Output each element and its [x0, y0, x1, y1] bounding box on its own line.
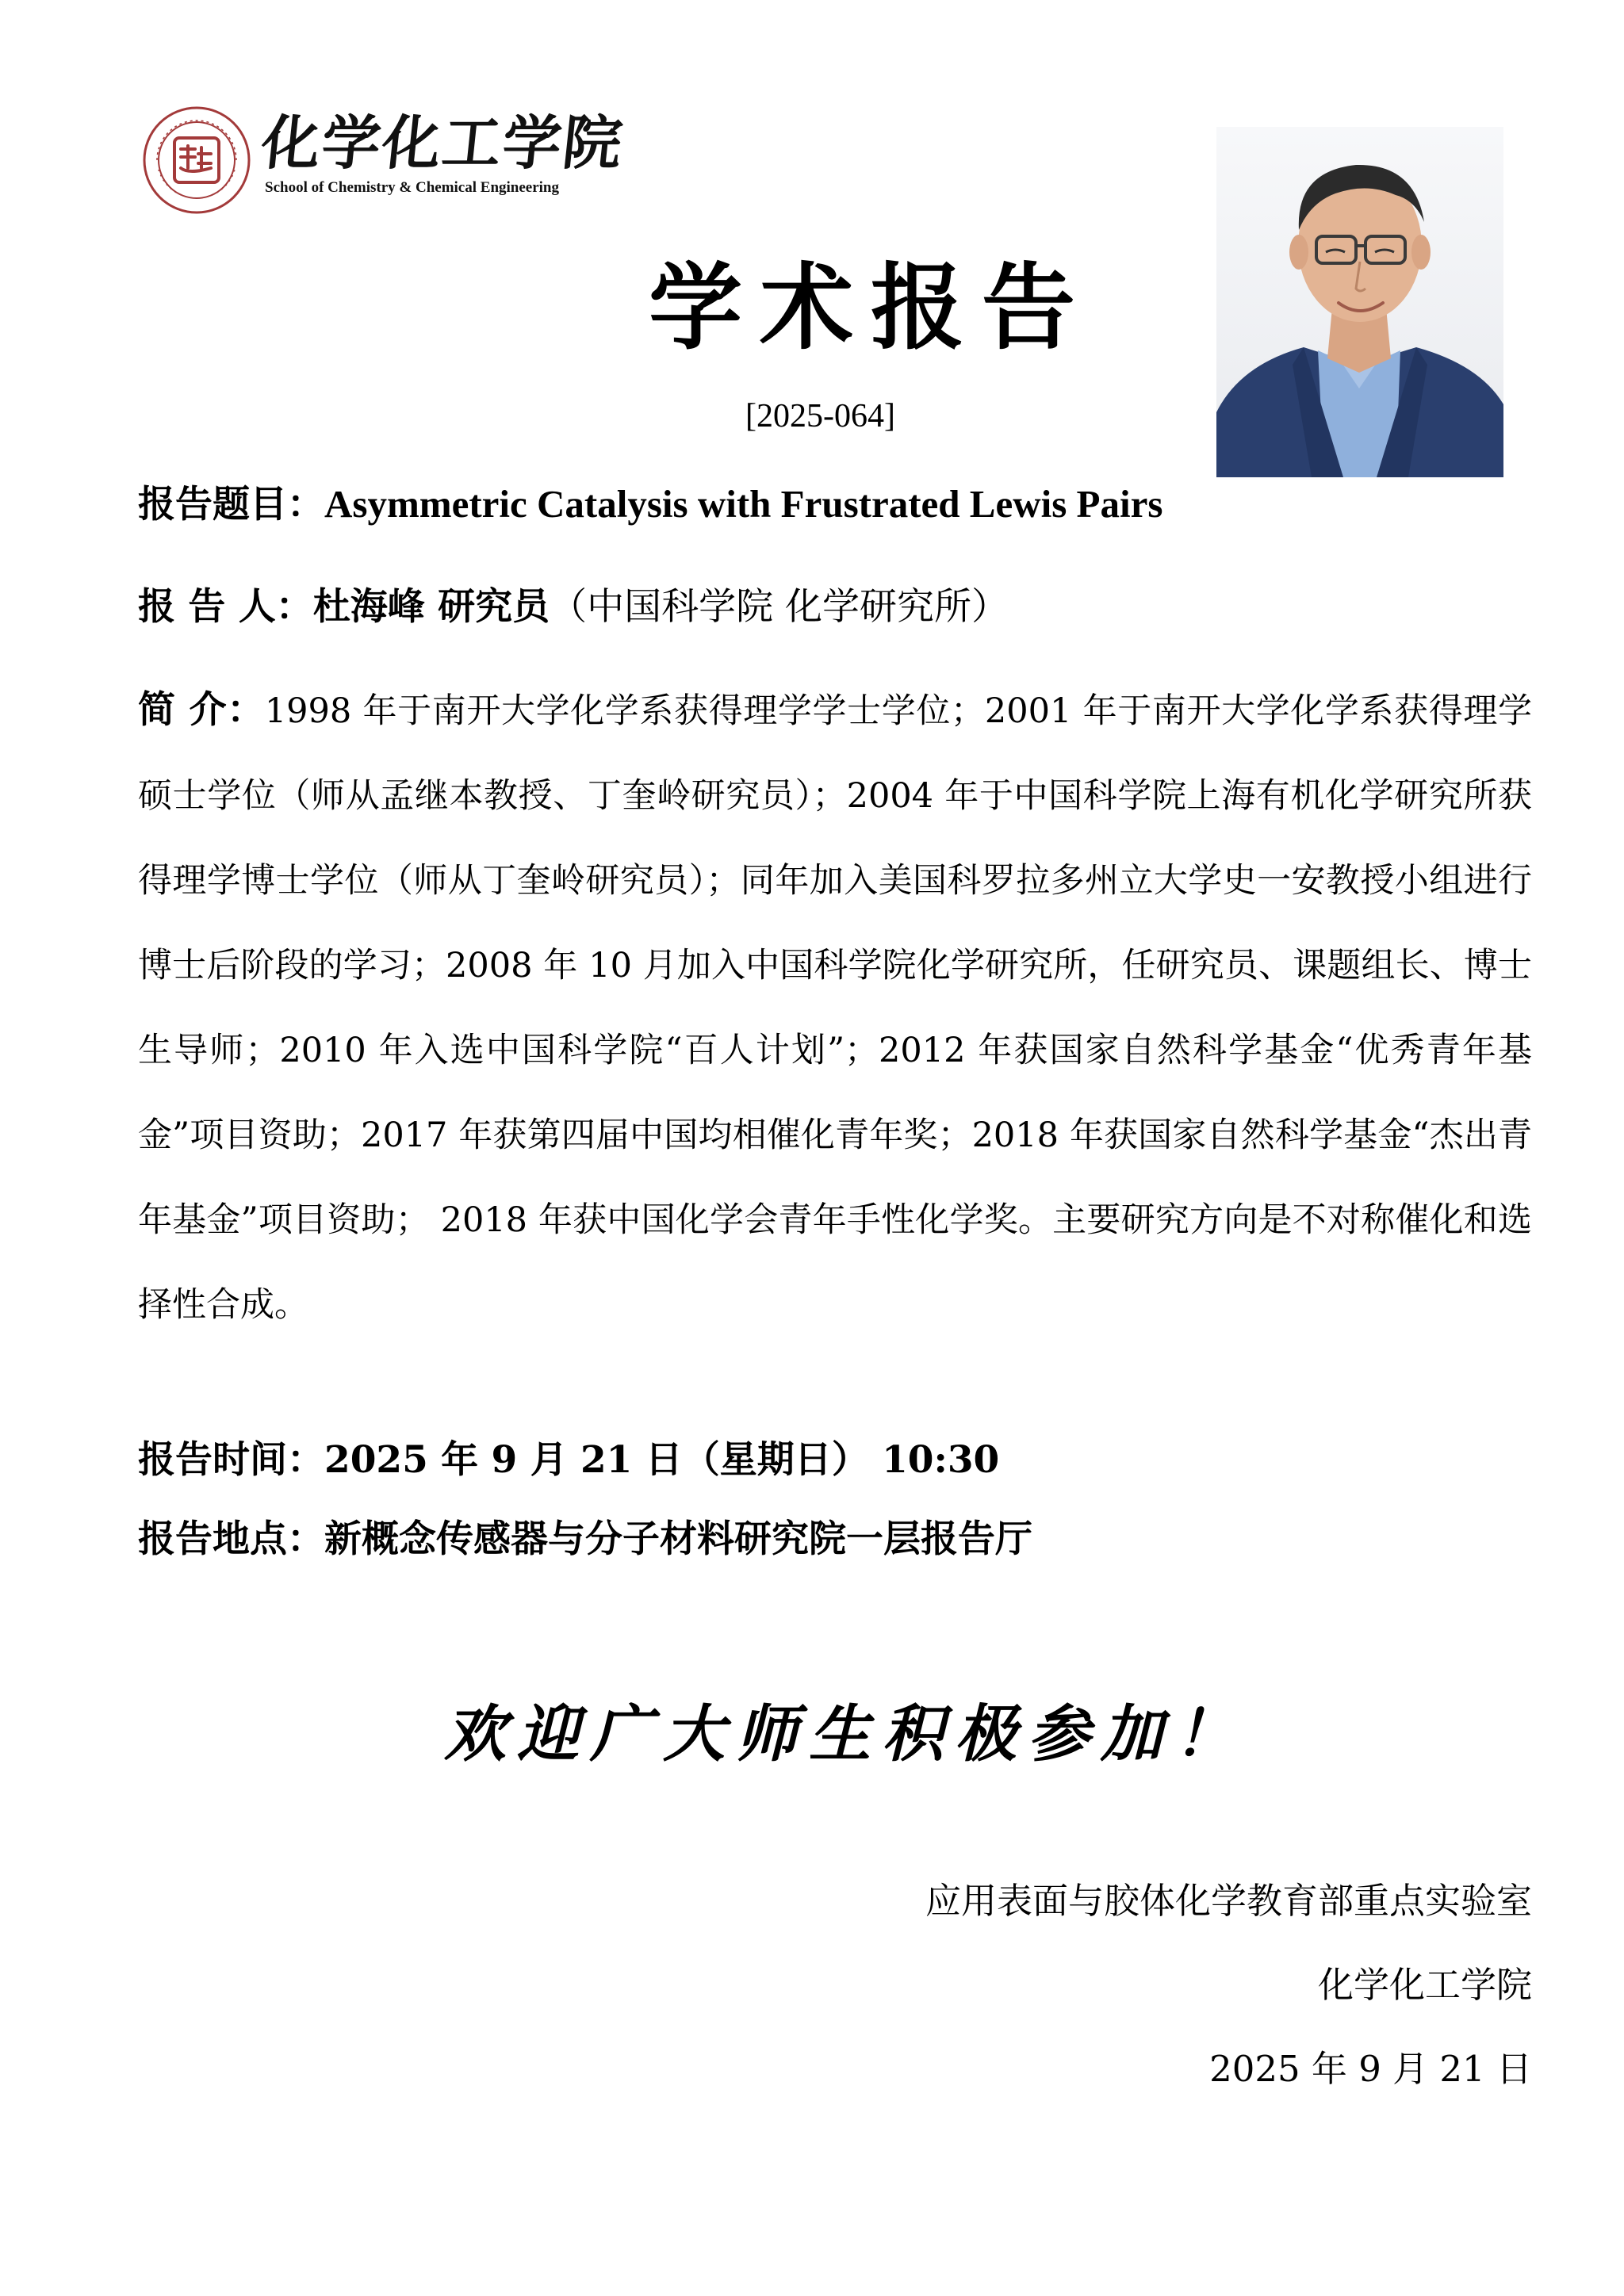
- speaker-photo-icon: [1216, 127, 1503, 477]
- school-logo: [141, 105, 649, 216]
- report-title-value: Asymmetric Catalysis with Frustrated Lewis Pairs: [324, 482, 1163, 526]
- page-title: 学术报告: [649, 252, 1094, 362]
- report-place-field: [138, 1516, 1032, 1563]
- issue-date: 2025 年 9 月 21 日: [1209, 2048, 1532, 2090]
- bio-label: 简 介：: [138, 688, 265, 732]
- report-place-label: 报告地点：: [138, 1517, 324, 1561]
- school-name-en: School of Chemistry & Chemical Engineering: [265, 179, 560, 196]
- speaker-label: 报 告 人：: [138, 585, 313, 629]
- speaker-bio: [138, 668, 1532, 1348]
- organizer-lab: 应用表面与胶体化学教育部重点实验室: [925, 1880, 1532, 1922]
- report-title-field: [138, 480, 1162, 529]
- speaker-name: 杜海峰 研究员: [312, 585, 550, 629]
- speaker-field: [138, 584, 1009, 631]
- report-number: [2025-064]: [745, 398, 895, 434]
- report-time-field: [138, 1437, 999, 1484]
- report-place-value: 新概念传感器与分子材料研究院一层报告厅: [324, 1517, 1032, 1561]
- bio-text: 1998 年于南开大学化学系获得理学学士学位；2001 年于南开大学化学系获得理学硕士学位（师从孟继本教授、丁奎岭研究员）；2004 年于中国科学院上海有机化学研究所获得理学博士学位（师从丁奎岭研究员）；同年加入美国科罗拉多州立大学史一安教授小组进行博士后阶段的学习；2008 年 10 月加入中国科学院化学研究所，任研究员、课题组长、博士生导师；2010 年入选中国科学院“百人计划”；2012 年获国家自然科学基金“优秀青年基金”项目资助；2017 年获第四届中国均相催化青年奖；2018 年获国家自然科学基金“杰出青年基金”项目资助； 2018 年获中国化学会青年手性化学奖。主要研究方向是不对称催化和选择性合成。: [138, 691, 1532, 1325]
- report-time-value: 2025 年 9 月 21 日（星期日） 10:30: [324, 1438, 1000, 1482]
- school-name-cn: 化学化工学院: [258, 109, 627, 178]
- organizer-school: 化学化工学院: [1317, 1964, 1532, 2006]
- school-seal-icon: [141, 105, 252, 216]
- speaker-affiliation: （中国科学院 化学研究所）: [550, 585, 1009, 629]
- welcome-message: 欢迎广大师生积极参加！: [444, 1698, 1247, 1770]
- speaker-portrait: [1216, 127, 1503, 477]
- report-title-label: 报告题目：: [138, 483, 324, 526]
- report-time-label: 报告时间：: [138, 1438, 324, 1482]
